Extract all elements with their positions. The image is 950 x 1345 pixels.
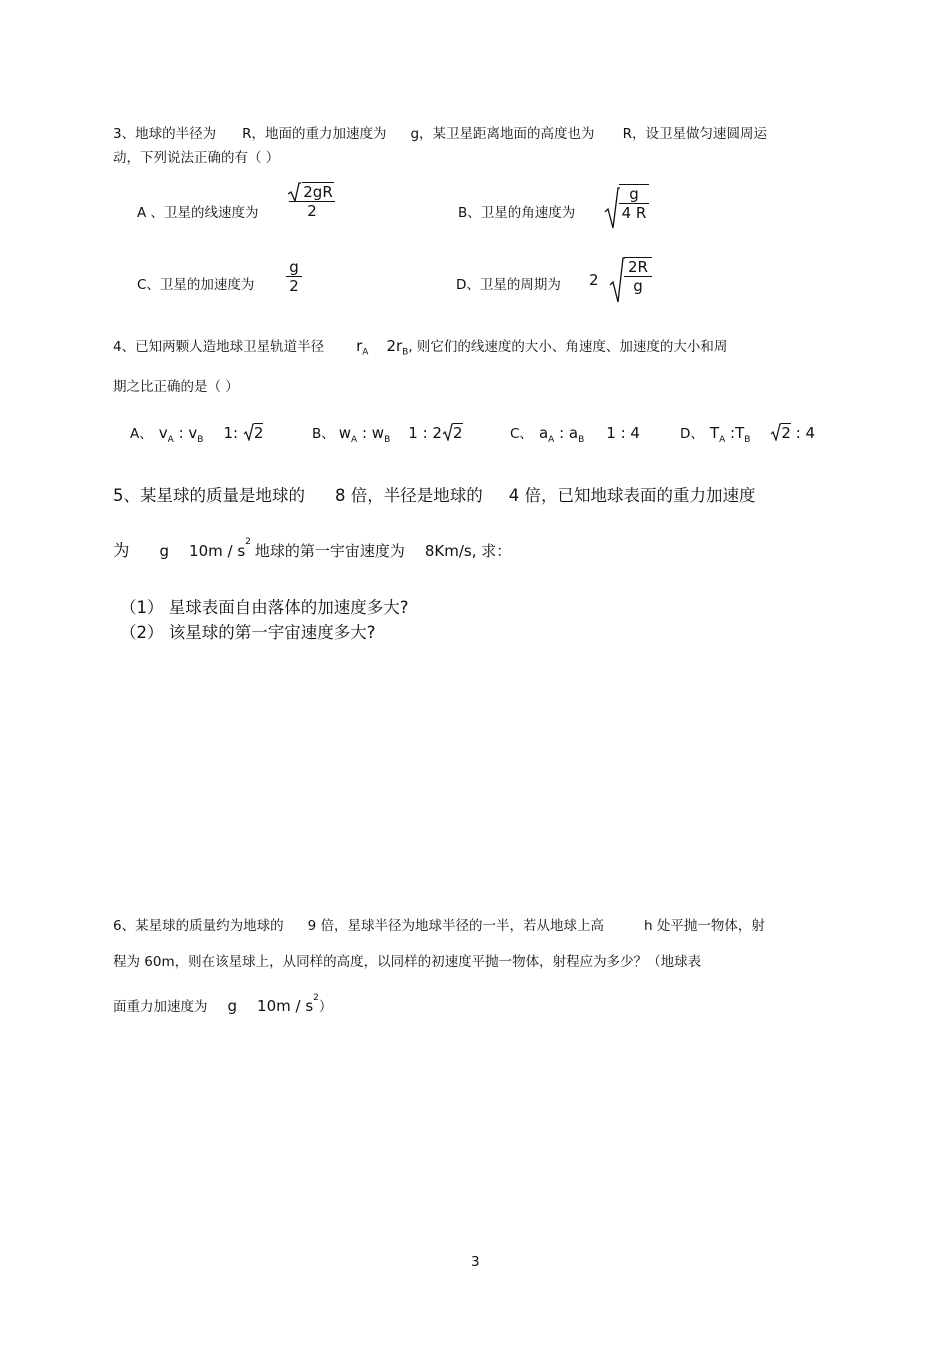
q3-option-b-label: B、卫星的角速度为 (458, 205, 576, 221)
q4-line1: 4、已知两颗人造地球卫星轨道半径 $r_A$ $2r_B$, 则它们的线速度的大小、角速度、加速度的大小和周 (113, 337, 728, 358)
sqrt-icon (604, 186, 620, 230)
page-number: 3 (471, 1254, 480, 1270)
q3-option-c-label: C、卫星的加速度为 (137, 277, 255, 293)
sqrt-icon (287, 182, 301, 202)
q5-line1: 5、某星球的质量是地球的 8 倍，半径是地球的 4 倍，已知地球表面的重力加速度 (113, 486, 756, 505)
q6-line3: 面重力加速度为 g $10m / s^2$） (113, 992, 333, 1015)
q5-sub2: （2） 该星球的第一宇宙速度多大? (120, 623, 376, 642)
sqrt-icon (770, 423, 781, 441)
q4-option-c: C、 $a_A$ : $a_B$ 1 : 4 (510, 424, 640, 445)
sqrt-icon (609, 256, 625, 304)
q3-option-b-fraction: g 4 R (619, 184, 649, 222)
q4-option-d: D、 $T_A$ $:T_B$ 2 : 4 (680, 424, 816, 445)
q6-line2: 程为 60m，则在该星球上，从同样的高度，以同样的初速度平抛一物体，射程应为多少？（地球表 (113, 954, 702, 970)
q5-sub1: （1） 星球表面自由落体的加速度多大? (120, 598, 409, 617)
q4-option-a: A、 $v_A$ : $v_B$ 1: 2 (130, 424, 264, 445)
q4-option-b: B、 $w_A$ : $w_B$ 1 : 2 2 (312, 424, 463, 445)
q5-line2: 为 g $10m / s^2$地球的第一宇宙速度为 8Km/s, 求： (113, 536, 512, 560)
q3-line1: 3、地球的半径为 R，地面的重力加速度为 g，某卫星距离地面的高度也为 R，设卫星做匀速圆周运 (113, 126, 767, 142)
q4-line2: 期之比正确的是（ ） (113, 379, 239, 395)
q6-line1: 6、某星球的质量约为地球的 9 倍，星球半径为地球半径的一半，若从地球上高 h 处平抛一物体，射 (113, 918, 765, 934)
q3-line2: 动，下列说法正确的有（ ） (113, 150, 280, 166)
q3-option-d-label: D、卫星的周期为 (456, 277, 561, 293)
sqrt-icon (243, 423, 254, 441)
sqrt-icon (442, 423, 453, 441)
q3-option-c-fraction: g 2 (286, 258, 302, 295)
q3-option-d-fraction: 2R g (624, 257, 652, 295)
q3-option-a-label: A 、卫星的线速度为 (137, 205, 259, 221)
q3-option-a-fraction: 2gR 2 (289, 183, 335, 220)
q3-option-d-coef: 2 (589, 271, 599, 289)
